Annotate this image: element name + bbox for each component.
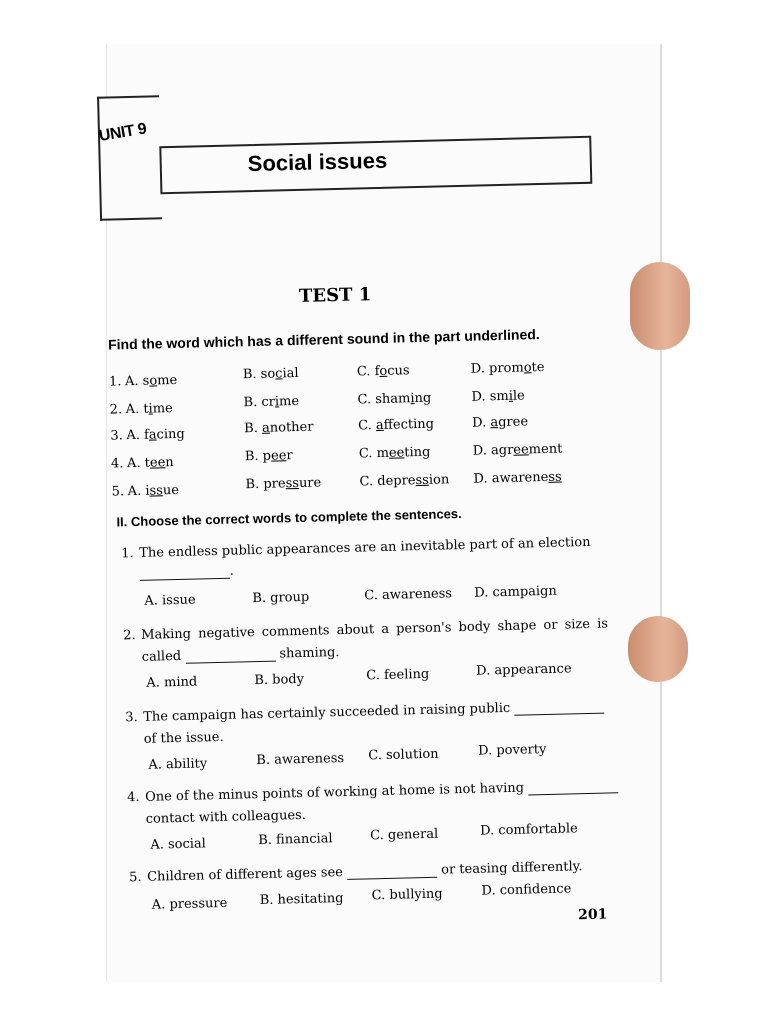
- q4-option-d[interactable]: D. comfortable: [480, 821, 578, 838]
- option-text-post: ffecting: [384, 417, 435, 433]
- option-text-pre: A. t: [126, 402, 149, 418]
- s1-item-1-number: 1.: [109, 374, 122, 389]
- s1-item-5-option-d[interactable]: [473, 470, 562, 487]
- q3-line1: The campaign has certainly succeeded in raising public: [143, 701, 510, 725]
- s1-item-2-option-d[interactable]: [471, 388, 525, 404]
- option-text-pre: C. m: [359, 446, 389, 462]
- option-text-post: ial: [282, 366, 298, 381]
- q4-line2: contact with colleagues.: [146, 808, 306, 827]
- option-text-pre: D. prom: [471, 360, 524, 376]
- underlined-part: a: [149, 427, 157, 442]
- q2-called: called: [142, 649, 182, 665]
- s1-item-2-option-c[interactable]: [357, 391, 431, 408]
- underlined-part: ss: [149, 483, 163, 498]
- test-title: TEST 1: [299, 284, 372, 307]
- q5-blank: [347, 865, 437, 880]
- unit-tab: [97, 95, 162, 220]
- underlined-part: i: [410, 391, 415, 406]
- q1-period: .: [230, 564, 235, 579]
- q3-line2: of the issue.: [144, 730, 224, 747]
- option-text-post: me: [157, 373, 177, 388]
- s1-item-3-number: 3.: [110, 428, 123, 443]
- underlined-part: ss: [548, 470, 562, 485]
- page-title: Social issues: [247, 148, 387, 177]
- underlined-part: ee: [271, 448, 287, 463]
- s1-item-4-option-b[interactable]: [245, 448, 293, 464]
- option-text-post: nother: [270, 420, 314, 436]
- option-text-pre: B. pre: [245, 476, 285, 492]
- q1-option-b[interactable]: B. group: [252, 590, 309, 606]
- option-text-pre: C. depre: [359, 473, 415, 489]
- q5-text: [147, 859, 583, 885]
- q4-text: [145, 778, 618, 805]
- option-text-post: me: [279, 394, 299, 409]
- section1-instruction: Find the word which has a different sound in the part underlined.: [108, 326, 540, 353]
- q3-option-b[interactable]: B. awareness: [256, 751, 344, 768]
- s1-item-3-option-d[interactable]: [472, 414, 528, 430]
- option-text-pre: A. s: [125, 374, 150, 390]
- underlined-part: ee: [389, 445, 405, 460]
- q3-option-d[interactable]: D. poverty: [478, 742, 547, 759]
- q2-option-a[interactable]: A. mind: [146, 675, 197, 691]
- option-text-post: ng: [414, 391, 431, 406]
- q1-line2: [140, 564, 234, 581]
- underlined-part: c: [275, 366, 283, 381]
- q4-line1: One of the minus points of working at home is not having: [145, 781, 524, 805]
- q3-number: 3.: [125, 710, 138, 725]
- option-text-post: cing: [156, 427, 184, 443]
- option-text-pre: D. sm: [471, 389, 509, 405]
- underlined-part: a: [490, 415, 498, 430]
- q3-option-c[interactable]: C. solution: [368, 747, 439, 764]
- q4-option-c[interactable]: C. general: [370, 827, 438, 844]
- q4-number: 4.: [127, 790, 140, 805]
- s1-item-4-option-d[interactable]: [473, 442, 563, 459]
- q2-option-d[interactable]: D. appearance: [476, 661, 572, 678]
- option-text-post: r: [286, 448, 293, 463]
- option-text-pre: C.: [358, 418, 376, 433]
- underlined-part: a: [262, 421, 270, 436]
- section1-items: [0, 0, 756, 9]
- s1-item-2-option-a[interactable]: [126, 401, 173, 417]
- s1-item-5-option-b[interactable]: [245, 475, 321, 492]
- option-text-pre: B. cr: [243, 395, 275, 411]
- q2-blank: [185, 649, 275, 664]
- q2-shaming: shaming.: [279, 645, 339, 661]
- section2-instruction: II. Choose the correct words to complete the sentences.: [116, 506, 462, 529]
- underlined-part: ss: [285, 476, 299, 491]
- option-text-pre: B. p: [245, 449, 271, 465]
- s1-item-4-option-c[interactable]: [359, 445, 431, 462]
- option-text-post: cus: [387, 363, 410, 379]
- option-text-pre: C. f: [357, 364, 380, 380]
- s1-item-3-option-a[interactable]: [126, 427, 185, 443]
- s1-item-3-option-b[interactable]: [244, 420, 314, 437]
- q2-text: Making negative comments about a person's body shape or size is: [141, 616, 608, 642]
- q2-line2: [142, 645, 340, 665]
- q1-option-a[interactable]: A. issue: [144, 593, 196, 609]
- option-text-pre: D.: [472, 415, 491, 430]
- option-text-pre: D. awarene: [473, 470, 548, 487]
- underlined-part: o: [379, 364, 387, 379]
- option-text-post: ting: [404, 445, 430, 461]
- s1-item-1-option-d[interactable]: [471, 360, 545, 377]
- underlined-part: i: [509, 389, 514, 404]
- option-text-post: n: [165, 455, 174, 470]
- q2-option-c[interactable]: C. feeling: [366, 667, 429, 684]
- underlined-part: ee: [513, 442, 529, 457]
- s1-item-3-option-c[interactable]: [358, 417, 434, 434]
- s1-item-5-option-a[interactable]: [128, 483, 180, 499]
- underlined-part: o: [524, 360, 532, 375]
- q1-option-d[interactable]: D. campaign: [474, 584, 557, 601]
- option-text-post: ion: [429, 472, 450, 487]
- option-text-post: me: [153, 401, 173, 416]
- q5-option-d[interactable]: D. confidence: [481, 881, 571, 898]
- option-text-post: gree: [498, 414, 528, 430]
- q4-blank: [528, 780, 618, 795]
- option-text-pre: A. t: [127, 456, 150, 472]
- q3-blank: [514, 701, 604, 716]
- page-number: 201: [578, 907, 608, 924]
- s1-item-4-number: 4.: [111, 456, 124, 471]
- s1-item-5-option-c[interactable]: [359, 472, 449, 489]
- s1-item-1-option-b[interactable]: [243, 366, 299, 382]
- option-text-post: ment: [529, 442, 563, 458]
- option-text-post: le: [513, 388, 525, 403]
- s1-item-1-option-a[interactable]: [125, 373, 178, 389]
- q4-option-a[interactable]: A. social: [150, 836, 206, 852]
- underlined-part: ss: [415, 473, 429, 488]
- q5-option-c[interactable]: C. bullying: [371, 887, 442, 904]
- option-text-pre: A. f: [126, 428, 149, 444]
- q5-line1-pre: Children of different ages see: [147, 865, 343, 885]
- q5-number: 5.: [129, 870, 142, 885]
- option-text-post: ue: [163, 483, 179, 498]
- q1-blank: [140, 566, 230, 581]
- option-text-post: ure: [299, 475, 322, 491]
- underlined-part: i: [275, 394, 280, 409]
- q3-option-a[interactable]: A. ability: [148, 756, 207, 772]
- q2-option-b[interactable]: B. body: [254, 672, 304, 688]
- s1-item-2-option-b[interactable]: [243, 394, 299, 410]
- q5-line1-post: or teasing differently.: [441, 859, 583, 877]
- q3-text: [143, 699, 604, 725]
- s1-item-4-option-a[interactable]: [127, 455, 174, 471]
- q2-number: 2.: [123, 628, 136, 643]
- unit-label: UNIT 9: [98, 120, 148, 146]
- option-text-pre: C. sham: [357, 391, 410, 407]
- s1-item-5-number: 5.: [112, 484, 125, 499]
- option-text-pre: B.: [244, 421, 262, 436]
- underlined-part: i: [148, 402, 153, 417]
- option-text-pre: B. so: [243, 367, 276, 383]
- s1-item-1-option-c[interactable]: [357, 363, 410, 379]
- option-text-pre: D. agr: [473, 443, 514, 459]
- option-text-pre: A. i: [128, 484, 150, 500]
- q1-text: The endless public appearances are an inevitable part of an election: [139, 535, 591, 561]
- underlined-part: ee: [150, 455, 166, 470]
- q5-option-a[interactable]: A. pressure: [152, 896, 228, 913]
- q5-option-b[interactable]: B. hesitating: [260, 891, 344, 908]
- q4-option-b[interactable]: B. financial: [258, 831, 333, 848]
- underlined-part: o: [149, 373, 157, 388]
- q1-option-c[interactable]: C. awareness: [364, 586, 452, 603]
- q1-number: 1.: [121, 546, 134, 561]
- option-text-post: te: [531, 360, 544, 375]
- underlined-part: a: [376, 418, 384, 433]
- s1-item-2-number: 2.: [110, 402, 123, 417]
